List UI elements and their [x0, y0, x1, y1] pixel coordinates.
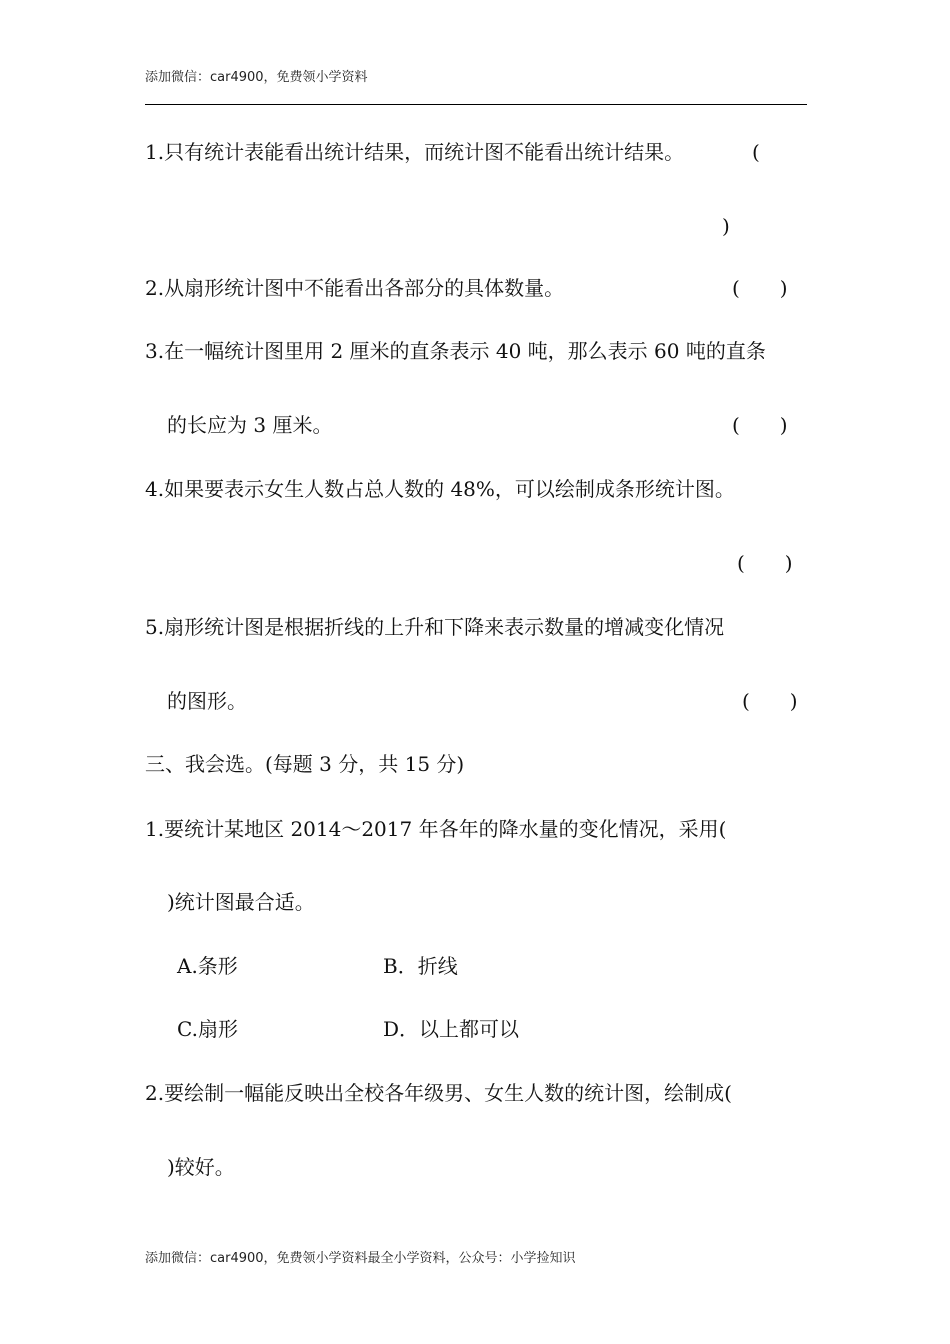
choice-q1-option-a[interactable]: A.条形	[177, 954, 238, 978]
judge-q1-text: 1.只有统计表能看出统计结果，而统计图不能看出统计结果。	[145, 140, 685, 164]
judge-q3-answer-paren[interactable]: ( )	[732, 413, 788, 437]
judge-q4-text: 4.如果要表示女生人数占总人数的 48%，可以绘制成条形统计图。	[145, 477, 735, 501]
judge-q1-answer-open[interactable]: (	[752, 140, 760, 164]
choice-q1-option-d[interactable]: D．以上都可以	[383, 1017, 520, 1041]
judge-q2-answer-paren[interactable]: ( )	[732, 276, 788, 300]
header-divider	[145, 104, 807, 105]
section-3-title: 三、我会选。(每题 3 分，共 15 分)	[145, 752, 465, 776]
judge-q2-text: 2.从扇形统计图中不能看出各部分的具体数量。	[145, 276, 565, 300]
page-header: 添加微信：car4900，免费领小学资料	[145, 70, 368, 85]
judge-q4-answer-paren[interactable]: ( )	[737, 551, 793, 575]
choice-q1-line2: )统计图最合适。	[167, 890, 315, 914]
judge-q5-line1: 5.扇形统计图是根据折线的上升和下降来表示数量的增减变化情况	[145, 615, 725, 639]
page-footer: 添加微信：car4900，免费领小学资料最全小学资料，公众号：小学捡知识	[145, 1251, 576, 1266]
choice-q2-line1: 2.要绘制一幅能反映出全校各年级男、女生人数的统计图，绘制成(	[145, 1081, 732, 1105]
judge-q1-answer-close[interactable]: )	[722, 214, 730, 238]
choice-q2-line2: )较好。	[167, 1155, 235, 1179]
judge-q3-line2: 的长应为 3 厘米。	[167, 413, 333, 437]
judge-q5-answer-paren[interactable]: ( )	[742, 689, 798, 713]
choice-q1-option-b[interactable]: B．折线	[383, 954, 458, 978]
judge-q3-line1: 3.在一幅统计图里用 2 厘米的直条表示 40 吨，那么表示 60 吨的直条	[145, 339, 766, 363]
choice-q1-line1: 1.要统计某地区 2014～2017 年各年的降水量的变化情况，采用(	[145, 817, 727, 841]
choice-q1-option-c[interactable]: C.扇形	[177, 1017, 238, 1041]
judge-q5-line2: 的图形。	[167, 689, 247, 713]
